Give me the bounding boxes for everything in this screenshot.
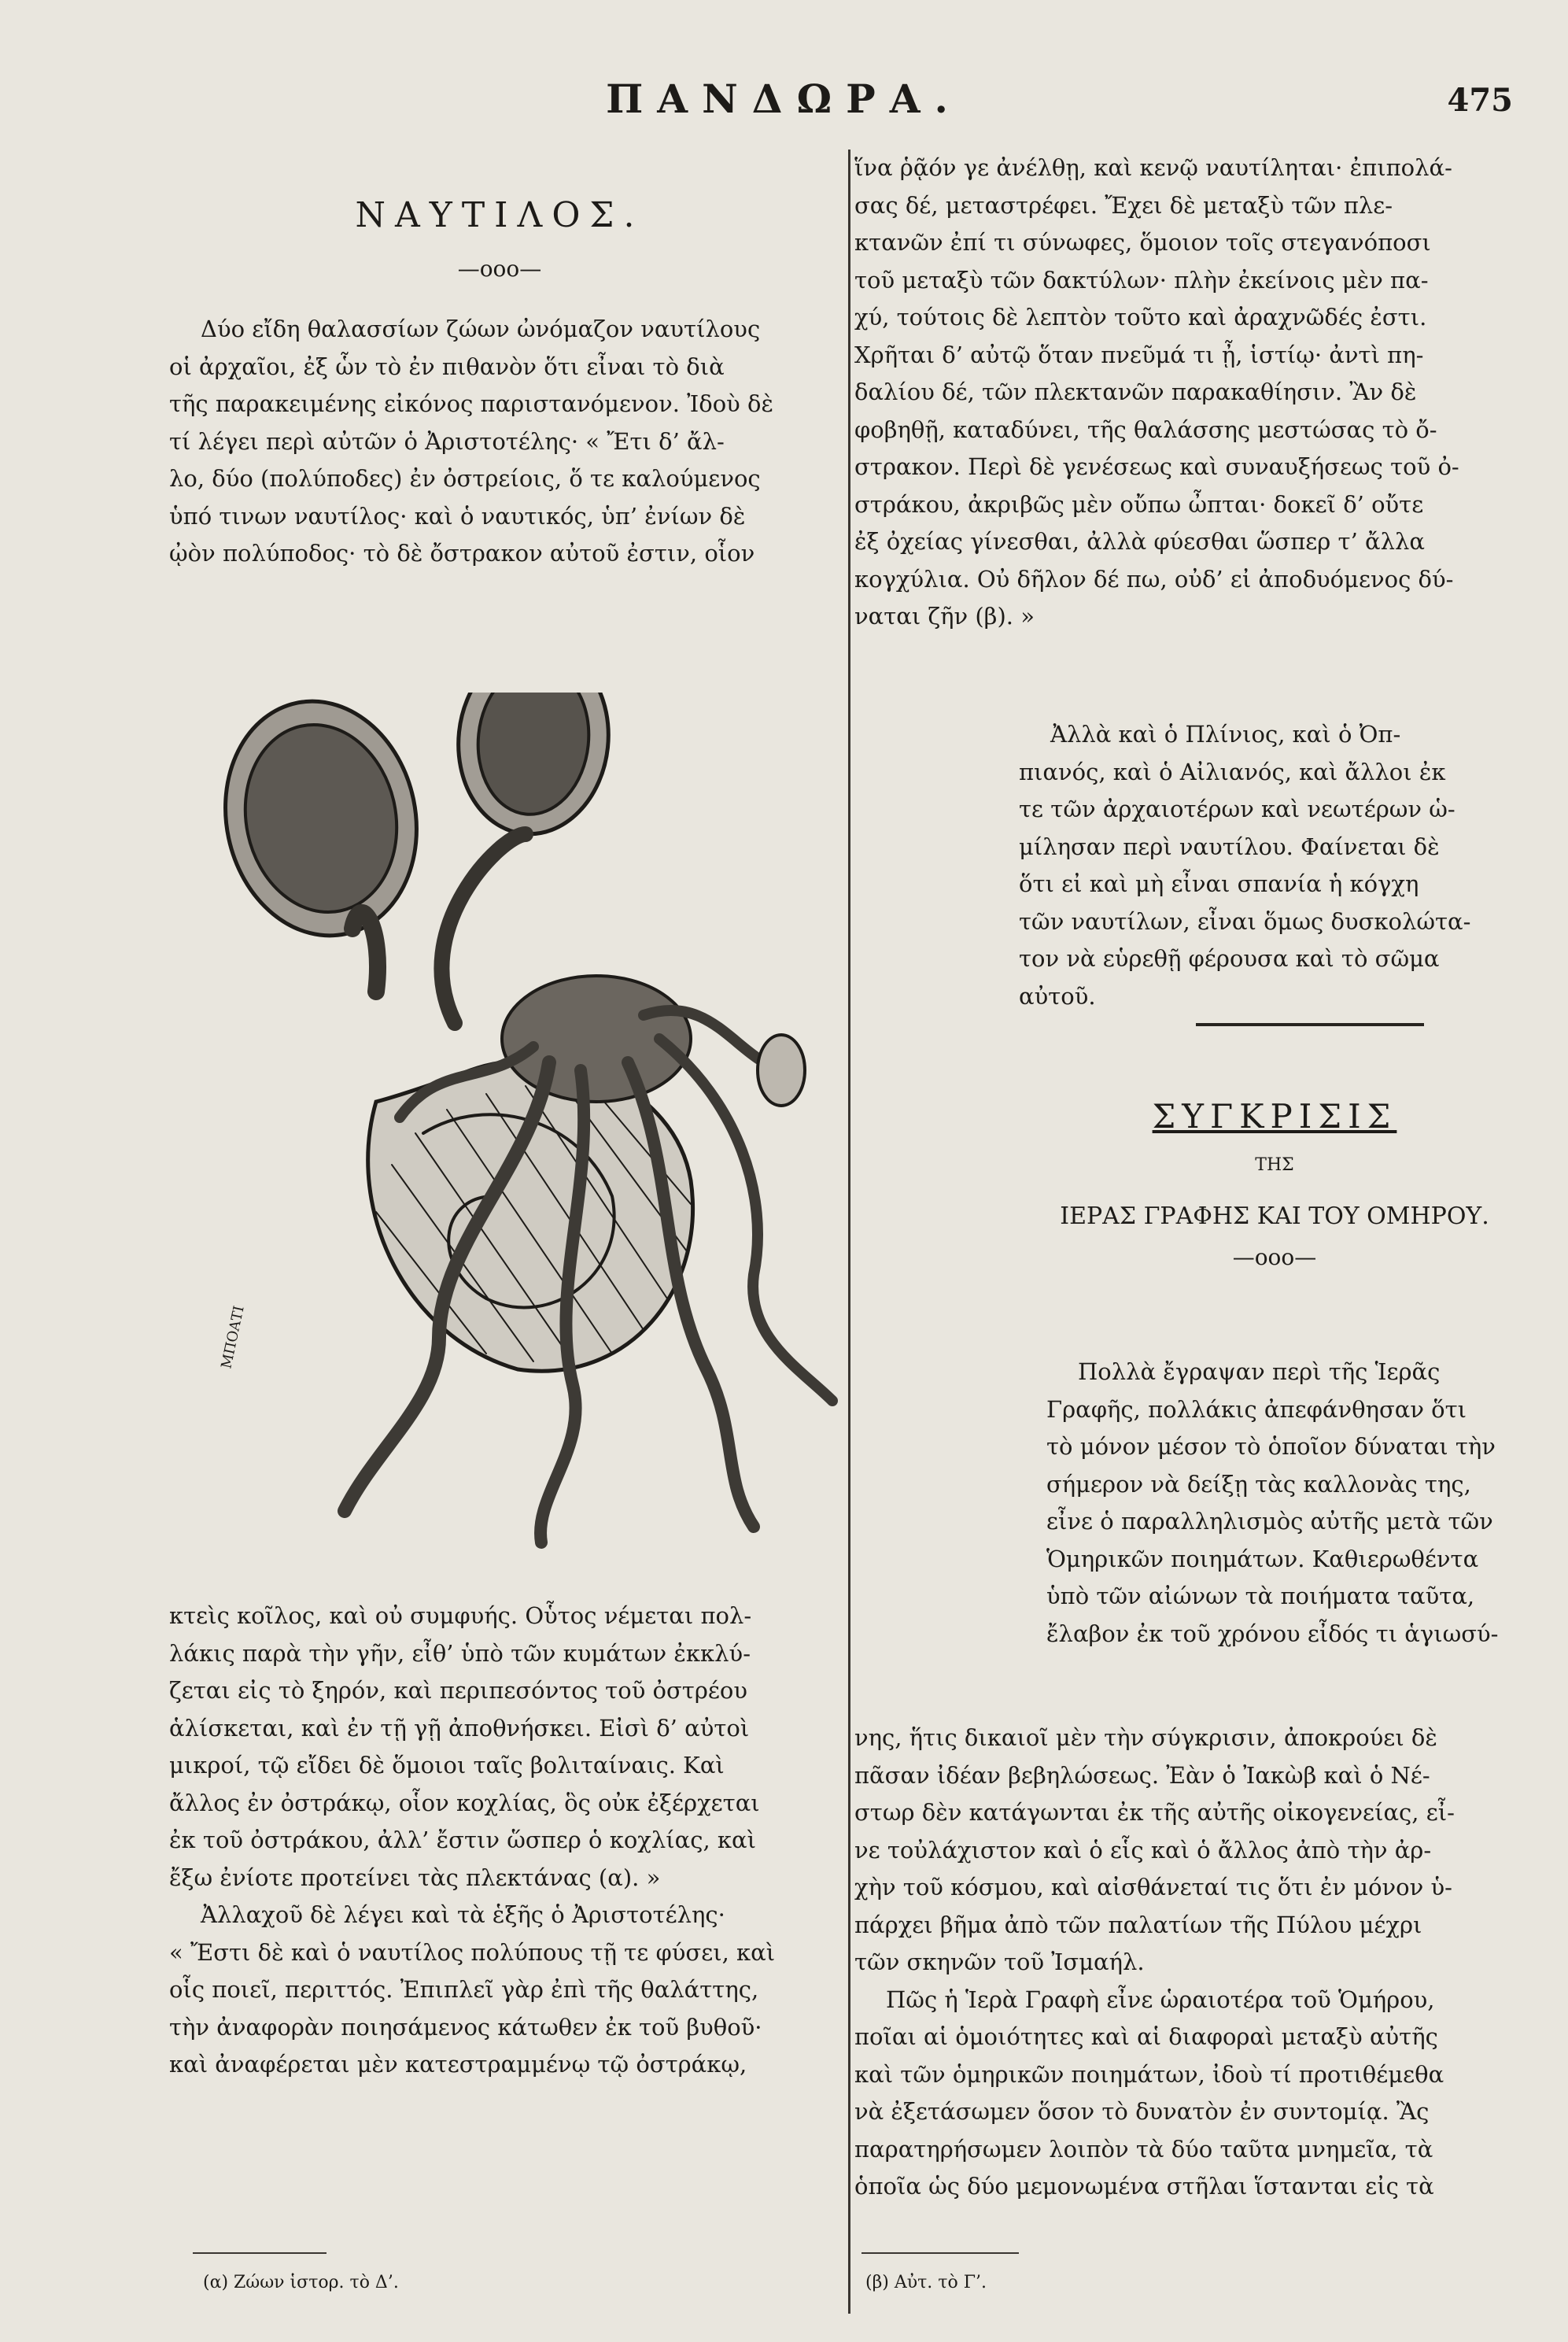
- left-column-bottom: [169, 1598, 830, 2084]
- text-line: ἔξω ἐνίοτε προτείνει τὰς πλεκτάνας (α). »: [169, 1864, 661, 1891]
- text-line: νε τοὐλάχιστον καὶ ὁ εἷς καὶ ὁ ἄλλος ἀπὸ τὴν ἀρ-: [854, 1836, 1432, 1864]
- text-line: στωρ δὲν κατάγωνται ἐκ τῆς αὐτῆς οἰκογενείας, εἶ-: [854, 1799, 1455, 1826]
- text-line: ζεται εἰς τὸ ξηρόν, καὶ περιπεσόντος τοῦ ὀστρέου: [169, 1677, 747, 1704]
- text-line: ἐξ ὀχείας γίνεσθαι, ἀλλὰ φύεσθαι ὥσπερ τ’ ἄλλα: [854, 528, 1425, 555]
- nautilus-illustration: [203, 693, 895, 1558]
- article-paragraph: [1046, 1354, 1515, 1653]
- footnote-rule: [861, 2252, 1019, 2254]
- text-line: ναται ζῆν (β). »: [854, 603, 1035, 630]
- page-header-title: ΠΑΝΔΩΡΑ.: [606, 76, 962, 122]
- footnote-right: (β) Αὐτ. τὸ Γ’.: [865, 2273, 987, 2292]
- text-line: κτανῶν ἐπί τι σύνωφες, ὅμοιον τοῖς στεγανόποσι: [854, 229, 1431, 256]
- text-line: τῆς παρακειμένης εἰκόνος παριστανόμενον. Ἰδοὺ δὲ: [169, 390, 774, 417]
- ornament: —οοο—: [457, 255, 542, 282]
- right-column-top: [854, 150, 1515, 636]
- text-line: Ὁμηρικῶν ποιημάτων. Καθιερωθέντα: [1046, 1545, 1479, 1572]
- text-line: αὐτοῦ.: [1019, 982, 1096, 1010]
- article-paragraph: [169, 311, 830, 573]
- footnote-left: (α) Ζώων ἱστορ. τὸ Δ’.: [203, 2273, 399, 2292]
- text-line: κτεὶς κοῖλος, καὶ οὐ συμφυής. Οὗτος νέμεται πολ-: [169, 1602, 752, 1629]
- text-line: πιανός, καὶ ὁ Αἰλιανός, καὶ ἄλλοι ἐκ: [1019, 758, 1446, 785]
- text-line: τὸ μόνον μέσον τὸ ὁποῖον δύναται τὴν: [1046, 1433, 1496, 1460]
- left-column-top: [169, 185, 830, 573]
- article-paragraph: [854, 1720, 1515, 1982]
- text-line: ἐκ τοῦ ὀστράκου, ἀλλ’ ἔστιν ὥσπερ ὁ κοχλίας, καὶ: [169, 1827, 756, 1853]
- text-line: ἵνα ῥᾷόν γε ἀνέλθῃ, καὶ κενῷ ναυτίληται· ἐπιπολά-: [854, 154, 1452, 181]
- text-line: τὴν ἀναφορὰν ποιησάμενος κάτωθεν ἐκ τοῦ βυθοῦ·: [169, 2013, 762, 2041]
- text-line: Ἀλλαχοῦ δὲ λέγει καὶ τὰ ἑξῆς ὁ Ἀριστοτέλης·: [201, 1901, 725, 1928]
- article-title-comparison: ΣΥΓΚΡΙΣΙΣ: [1152, 1097, 1397, 1136]
- text-line: λάκις παρὰ τὴν γῆν, εἶθ’ ὑπὸ τῶν κυμάτων ἐκκλύ-: [169, 1639, 751, 1667]
- text-line: δαλίου δέ, τῶν πλεκτανῶν παρακαθίησιν. Ἂν δὲ: [854, 379, 1417, 405]
- text-line: λο, δύο (πολύποδες) ἐν ὀστρείοις, ὅ τε καλούμενος: [169, 465, 761, 492]
- illustration-signature: ΜΠΟΑΤΙ: [218, 1304, 248, 1371]
- text-line: μίλησαν περὶ ναυτίλου. Φαίνεται δὲ: [1019, 833, 1440, 860]
- text-line: τοῦ μεταξὺ τῶν δακτύλων· πλὴν ἐκείνοις μὲν πα-: [854, 266, 1429, 294]
- text-line: ἁλίσκεται, καὶ ἐν τῇ γῇ ἀποθνήσκει. Εἰσὶ δ’ αὐτοὶ: [169, 1714, 750, 1742]
- text-line: εἶνε ὁ παραλληλισμὸς αὐτῆς μετὰ τῶν: [1046, 1508, 1493, 1535]
- text-line: οἱ ἀρχαῖοι, ἐξ ὧν τὸ ἐν πιθανὸν ὅτι εἶναι τὸ διὰ: [169, 353, 725, 380]
- article-paragraph: [854, 1982, 1515, 2206]
- text-line: τον νὰ εὑρεθῇ φέρουσα καὶ τὸ σῶμα: [1019, 945, 1440, 972]
- text-line: ὑπό τινων ναυτίλος· καὶ ὁ ναυτικός, ὑπ’ ἐνίων δὲ: [169, 502, 746, 530]
- text-line: πᾶσαν ἰδέαν βεβηλώσεως. Ἐὰν ὁ Ἰακὼβ καὶ ὁ Νέ-: [854, 1761, 1430, 1789]
- text-line: Πολλὰ ἔγραψαν περὶ τῆς Ἱερᾶς: [1078, 1358, 1441, 1385]
- text-line: σήμερον νὰ δείξῃ τὰς καλλονὰς της,: [1046, 1470, 1471, 1498]
- text-line: στρακον. Περὶ δὲ γενέσεως καὶ συναυξήσεως τοῦ ὀ-: [854, 453, 1459, 480]
- article-title-nautilus: ΝΑΥΤΙΛΟΣ.: [355, 195, 644, 235]
- ornament: —οοο—: [1232, 1243, 1317, 1270]
- text-line: οἷς ποιεῖ, περιττός. Ἐπιπλεῖ γὰρ ἐπὶ τῆς θαλάττης,: [169, 1976, 759, 2003]
- text-line: Πῶς ἡ Ἱερὰ Γραφὴ εἶνε ὡραιοτέρα τοῦ Ὁμήρου,: [886, 1986, 1435, 2013]
- text-line: τῶν ναυτίλων, εἶναι ὅμως δυσκολώτα-: [1019, 907, 1471, 935]
- text-line: κογχύλια. Οὐ δῆλον δέ πω, οὐδ’ εἰ ἀποδυόμενος δύ-: [854, 565, 1454, 593]
- section-divider: [1196, 1023, 1424, 1026]
- text-line: καὶ ἀναφέρεται μὲν κατεστραμμένῳ τῷ ὀστράκῳ,: [169, 2051, 747, 2078]
- text-line: ὅτι εἰ καὶ μὴ εἶναι σπανία ἡ κόγχη: [1019, 870, 1419, 897]
- text-line: χύ, τούτοις δὲ λεπτὸν τοῦτο καὶ ἀραχνῶδές ἐστι.: [854, 304, 1427, 331]
- text-line: ποῖαι αἱ ὁμοιότητες καὶ αἱ διαφοραὶ μεταξὺ αὐτῆς: [854, 2023, 1438, 2050]
- page-number: 475: [1447, 82, 1513, 119]
- text-line: τε τῶν ἀρχαιοτέρων καὶ νεωτέρων ὡ-: [1019, 796, 1455, 822]
- text-line: ἔλαβον ἐκ τοῦ χρόνου εἶδός τι ἁγιωσύ-: [1046, 1620, 1499, 1647]
- article-paragraph: [854, 150, 1515, 636]
- text-line: φοβηθῇ, καταδύνει, τῆς θαλάσσης μεστώσας τὸ ὄ-: [854, 416, 1437, 443]
- text-line: ὑπὸ τῶν αἰώνων τὰ ποιήματα ταῦτα,: [1046, 1583, 1475, 1609]
- article-subtitle-the: ΤΗΣ: [1255, 1154, 1294, 1175]
- text-line: παρατηρήσωμεν λοιπὸν τὰ δύο ταῦτα μνημεῖα, τὰ: [854, 2135, 1433, 2163]
- article-subtitle: ΙΕΡΑΣ ΓΡΑΦΗΣ ΚΑΙ ΤΟΥ ΟΜΗΡΟΥ.: [1060, 1202, 1489, 1230]
- text-line: ᾠὸν πολύποδος· τὸ δὲ ὄστρακον αὐτοῦ ἐστιν, οἷον: [169, 540, 755, 567]
- right-column-indented: [1019, 716, 1515, 1015]
- text-line: ὁποῖα ὡς δύο μεμονωμένα στῆλαι ἵστανται εἰς τὰ: [854, 2173, 1434, 2200]
- right-column-bottom: [854, 1720, 1515, 2206]
- text-line: μικροί, τῷ εἴδει δὲ ὅμοιοι ταῖς βολιταίναις. Καὶ: [169, 1752, 725, 1779]
- text-line: « Ἔστι δὲ καὶ ὁ ναυτίλος πολύπους τῇ τε φύσει, καὶ: [169, 1938, 776, 1966]
- text-line: στράκου, ἀκριβῶς μὲν οὔπω ὦπται· δοκεῖ δ’ οὔτε: [854, 490, 1424, 518]
- text-line: σας δέ, μεταστρέφει. Ἔχει δὲ μεταξὺ τῶν πλε-: [854, 191, 1393, 219]
- text-line: τῶν σκηνῶν τοῦ Ἰσμαήλ.: [854, 1949, 1145, 1975]
- article-paragraph: [1019, 716, 1515, 1015]
- text-line: νης, ἥτις δικαιοῖ μὲν τὴν σύγκρισιν, ἀποκρούει δὲ: [854, 1724, 1437, 1751]
- article2-heading: [1046, 1098, 1503, 1276]
- article-paragraph: [169, 1598, 830, 1897]
- text-line: Δύο εἴδη θαλασσίων ζώων ὠνόμαζον ναυτίλους: [201, 316, 761, 342]
- text-line: Γραφῆς, πολλάκις ἀπεφάνθησαν ὅτι: [1046, 1395, 1467, 1423]
- text-line: Ἀλλὰ καὶ ὁ Πλίνιος, καὶ ὁ Ὀπ-: [1050, 721, 1401, 748]
- text-line: νὰ ἐξετάσωμεν ὅσον τὸ δυνατὸν ἐν συντομίᾳ. Ἂς: [854, 2098, 1430, 2125]
- text-line: πάρχει βῆμα ἀπὸ τῶν παλατίων τῆς Πύλου μέχρι: [854, 1911, 1422, 1938]
- footnote-rule: [193, 2252, 327, 2254]
- text-line: Χρῆται δ’ αὐτῷ ὅταν πνεῦμά τι ᾖ, ἱστίῳ· ἀντὶ πη-: [854, 341, 1424, 368]
- text-line: τί λέγει περὶ αὐτῶν ὁ Ἀριστοτέλης· « Ἔτι δ’ ἄλ-: [169, 427, 725, 455]
- right-column-article2: [1046, 1354, 1515, 1653]
- text-line: καὶ τῶν ὁμηρικῶν ποιημάτων, ἰδοὺ τί προτιθέμεθα: [854, 2060, 1444, 2088]
- text-line: χὴν τοῦ κόσμου, καὶ αἰσθάνεταί τις ὅτι ἐν μόνον ὑ-: [854, 1874, 1452, 1901]
- text-line: ἄλλος ἐν ὀστράκῳ, οἷον κοχλίας, ὃς οὐκ ἐξέρχεται: [169, 1789, 760, 1816]
- article-paragraph: [169, 1897, 830, 2084]
